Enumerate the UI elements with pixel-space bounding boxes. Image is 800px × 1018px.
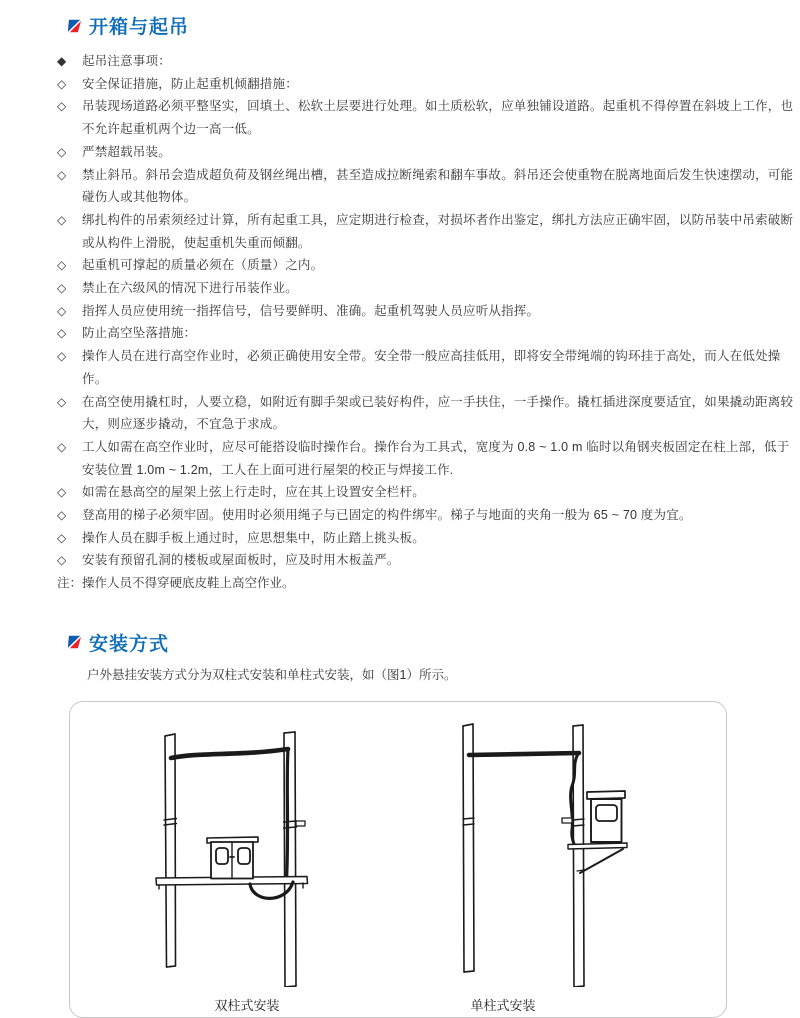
diamond-bullet-icon: ◇ — [57, 349, 67, 364]
notice-item — [57, 504, 794, 527]
notice-item — [57, 345, 794, 390]
section-title: 安装方式 — [89, 633, 170, 655]
notice-item — [57, 391, 794, 436]
diamond-bullet-icon: ◇ — [57, 99, 67, 114]
caption-double-pole: 双柱式安装 — [214, 997, 280, 1013]
diamond-bullet-icon: ◇ — [57, 167, 67, 182]
notice-item — [57, 164, 794, 209]
notice-text: 安装有预留孔洞的楼板或屋面板时，应及时用木板盖严。 — [82, 553, 400, 568]
diamond-bullet-icon: ◇ — [57, 530, 67, 545]
diamond-bullet-icon: ◇ — [57, 76, 67, 91]
diamond-bullet-icon: ◇ — [57, 439, 67, 454]
notice-item — [57, 73, 794, 96]
notice-item — [57, 141, 794, 164]
notice-item — [57, 322, 794, 345]
single-pole-mount-diagram — [446, 722, 696, 987]
notice-list — [57, 50, 794, 572]
notice-text: 禁止斜吊。斜吊会造成超负荷及钢丝绳出槽，甚至造成拉断绳索和翻车事故。斜吊还会使重物在脱离地面后发生快速摆动，可能碰伤人或其他物体。 — [82, 167, 794, 205]
section-marker-icon — [66, 635, 82, 649]
diamond-bullet-icon: ◆ — [57, 54, 67, 68]
section-heading-install — [66, 629, 792, 656]
diamond-bullet-icon: ◇ — [57, 258, 67, 273]
diamond-bullet-icon: ◇ — [57, 281, 67, 296]
notice-item — [57, 436, 794, 481]
notice-text: 吊装现场道路必须平整坚实，回填土、松软土层要进行处理。如土质松软，应单独铺设道路。起重机不得停置在斜坡上工作，也不允许起重机两个边一高一低。 — [82, 99, 794, 137]
caption-single-pole: 单柱式安装 — [470, 997, 536, 1013]
diamond-bullet-icon: ◇ — [57, 553, 67, 568]
section-heading-lifting — [66, 12, 792, 39]
notice-item — [57, 209, 794, 254]
notice-text: 如需在悬高空的屋架上弦上行走时，应在其上设置安全栏杆。 — [82, 485, 425, 500]
section-install-method — [57, 629, 792, 1018]
diamond-bullet-icon: ◇ — [57, 303, 67, 318]
diamond-bullet-icon: ◇ — [57, 394, 67, 409]
diamond-bullet-icon: ◇ — [57, 485, 67, 500]
notice-item — [57, 300, 794, 323]
notice-item — [57, 481, 794, 504]
notice-text: 起重机可撑起的质量必须在（质量）之内。 — [82, 258, 324, 273]
notice-item — [57, 95, 794, 140]
notice-text: 严禁超载吊装。 — [82, 144, 171, 159]
diamond-bullet-icon: ◇ — [57, 326, 67, 341]
figure-1 — [69, 701, 727, 1018]
notice-text: 登高用的梯子必须牢固。使用时必须用绳子与已固定的构件绑牢。梯子与地面的夹角一般为 65 ~ 70 度为宜。 — [82, 508, 692, 523]
double-pole-mount-diagram — [146, 722, 396, 987]
diamond-bullet-icon: ◇ — [57, 144, 67, 159]
notice-item — [57, 527, 794, 550]
notice-text: 在高空使用撬杠时，人要立稳，如附近有脚手架或已装好构件，应一手扶住，一手操作。撬杠插进深度要适宜，如果撬动距离较大，则应逐步撬动，不宜急于求成。 — [82, 394, 794, 432]
notice-text: 操作人员在脚手板上通过时，应思想集中，防止踏上挑头板。 — [82, 530, 425, 545]
notice-text: 指挥人员应使用统一指挥信号，信号要鲜明、准确。起重机驾驶人员应听从指挥。 — [82, 303, 540, 318]
notice-text: 起吊注意事项： — [82, 54, 171, 68]
section-marker-icon — [66, 19, 82, 33]
section-title: 开箱与起吊 — [89, 17, 190, 38]
note-line: 注：操作人员不得穿硬底皮鞋上高空作业。 — [57, 576, 295, 591]
notice-item — [57, 277, 794, 300]
notice-text: 禁止在六级风的情况下进行吊装作业。 — [82, 281, 298, 296]
section-unpacking-lifting — [57, 12, 792, 595]
notice-text: 安全保证措施，防止起重机倾翻措施： — [82, 76, 298, 91]
notice-item — [57, 549, 794, 572]
notice-text: 绑扎构件的吊索须经过计算，所有起重工具，应定期进行检查，对损坏者作出鉴定，绑扎方法应正确牢固，以防吊装中吊索破断或从构件上滑脱，使起重机失重而倾翻。 — [82, 212, 794, 250]
install-intro: 户外悬挂安装方式分为双柱式安装和单柱式安装，如（图1）所示。 — [87, 667, 457, 682]
notice-item — [57, 50, 794, 73]
notice-text: 操作人员在进行高空作业时，必须正确使用安全带。安全带一般应高挂低用，即将安全带绳端的钩环挂于高处，而人在低处操作。 — [82, 349, 781, 386]
diamond-bullet-icon: ◇ — [57, 508, 67, 523]
diamond-bullet-icon: ◇ — [57, 212, 67, 227]
notice-text: 防止高空坠落措施： — [82, 326, 197, 341]
notice-item — [57, 254, 794, 277]
notice-text: 工人如需在高空作业时，应尽可能搭设临时操作台。操作台为工具式，宽度为 0.8 ~ 1.0 m 临时以角钢夹板固定在柱上部，低于安装位置 1.0m ~ 1.2m，工人在上面可进行屋架的校正与焊接工作. — [82, 439, 790, 477]
